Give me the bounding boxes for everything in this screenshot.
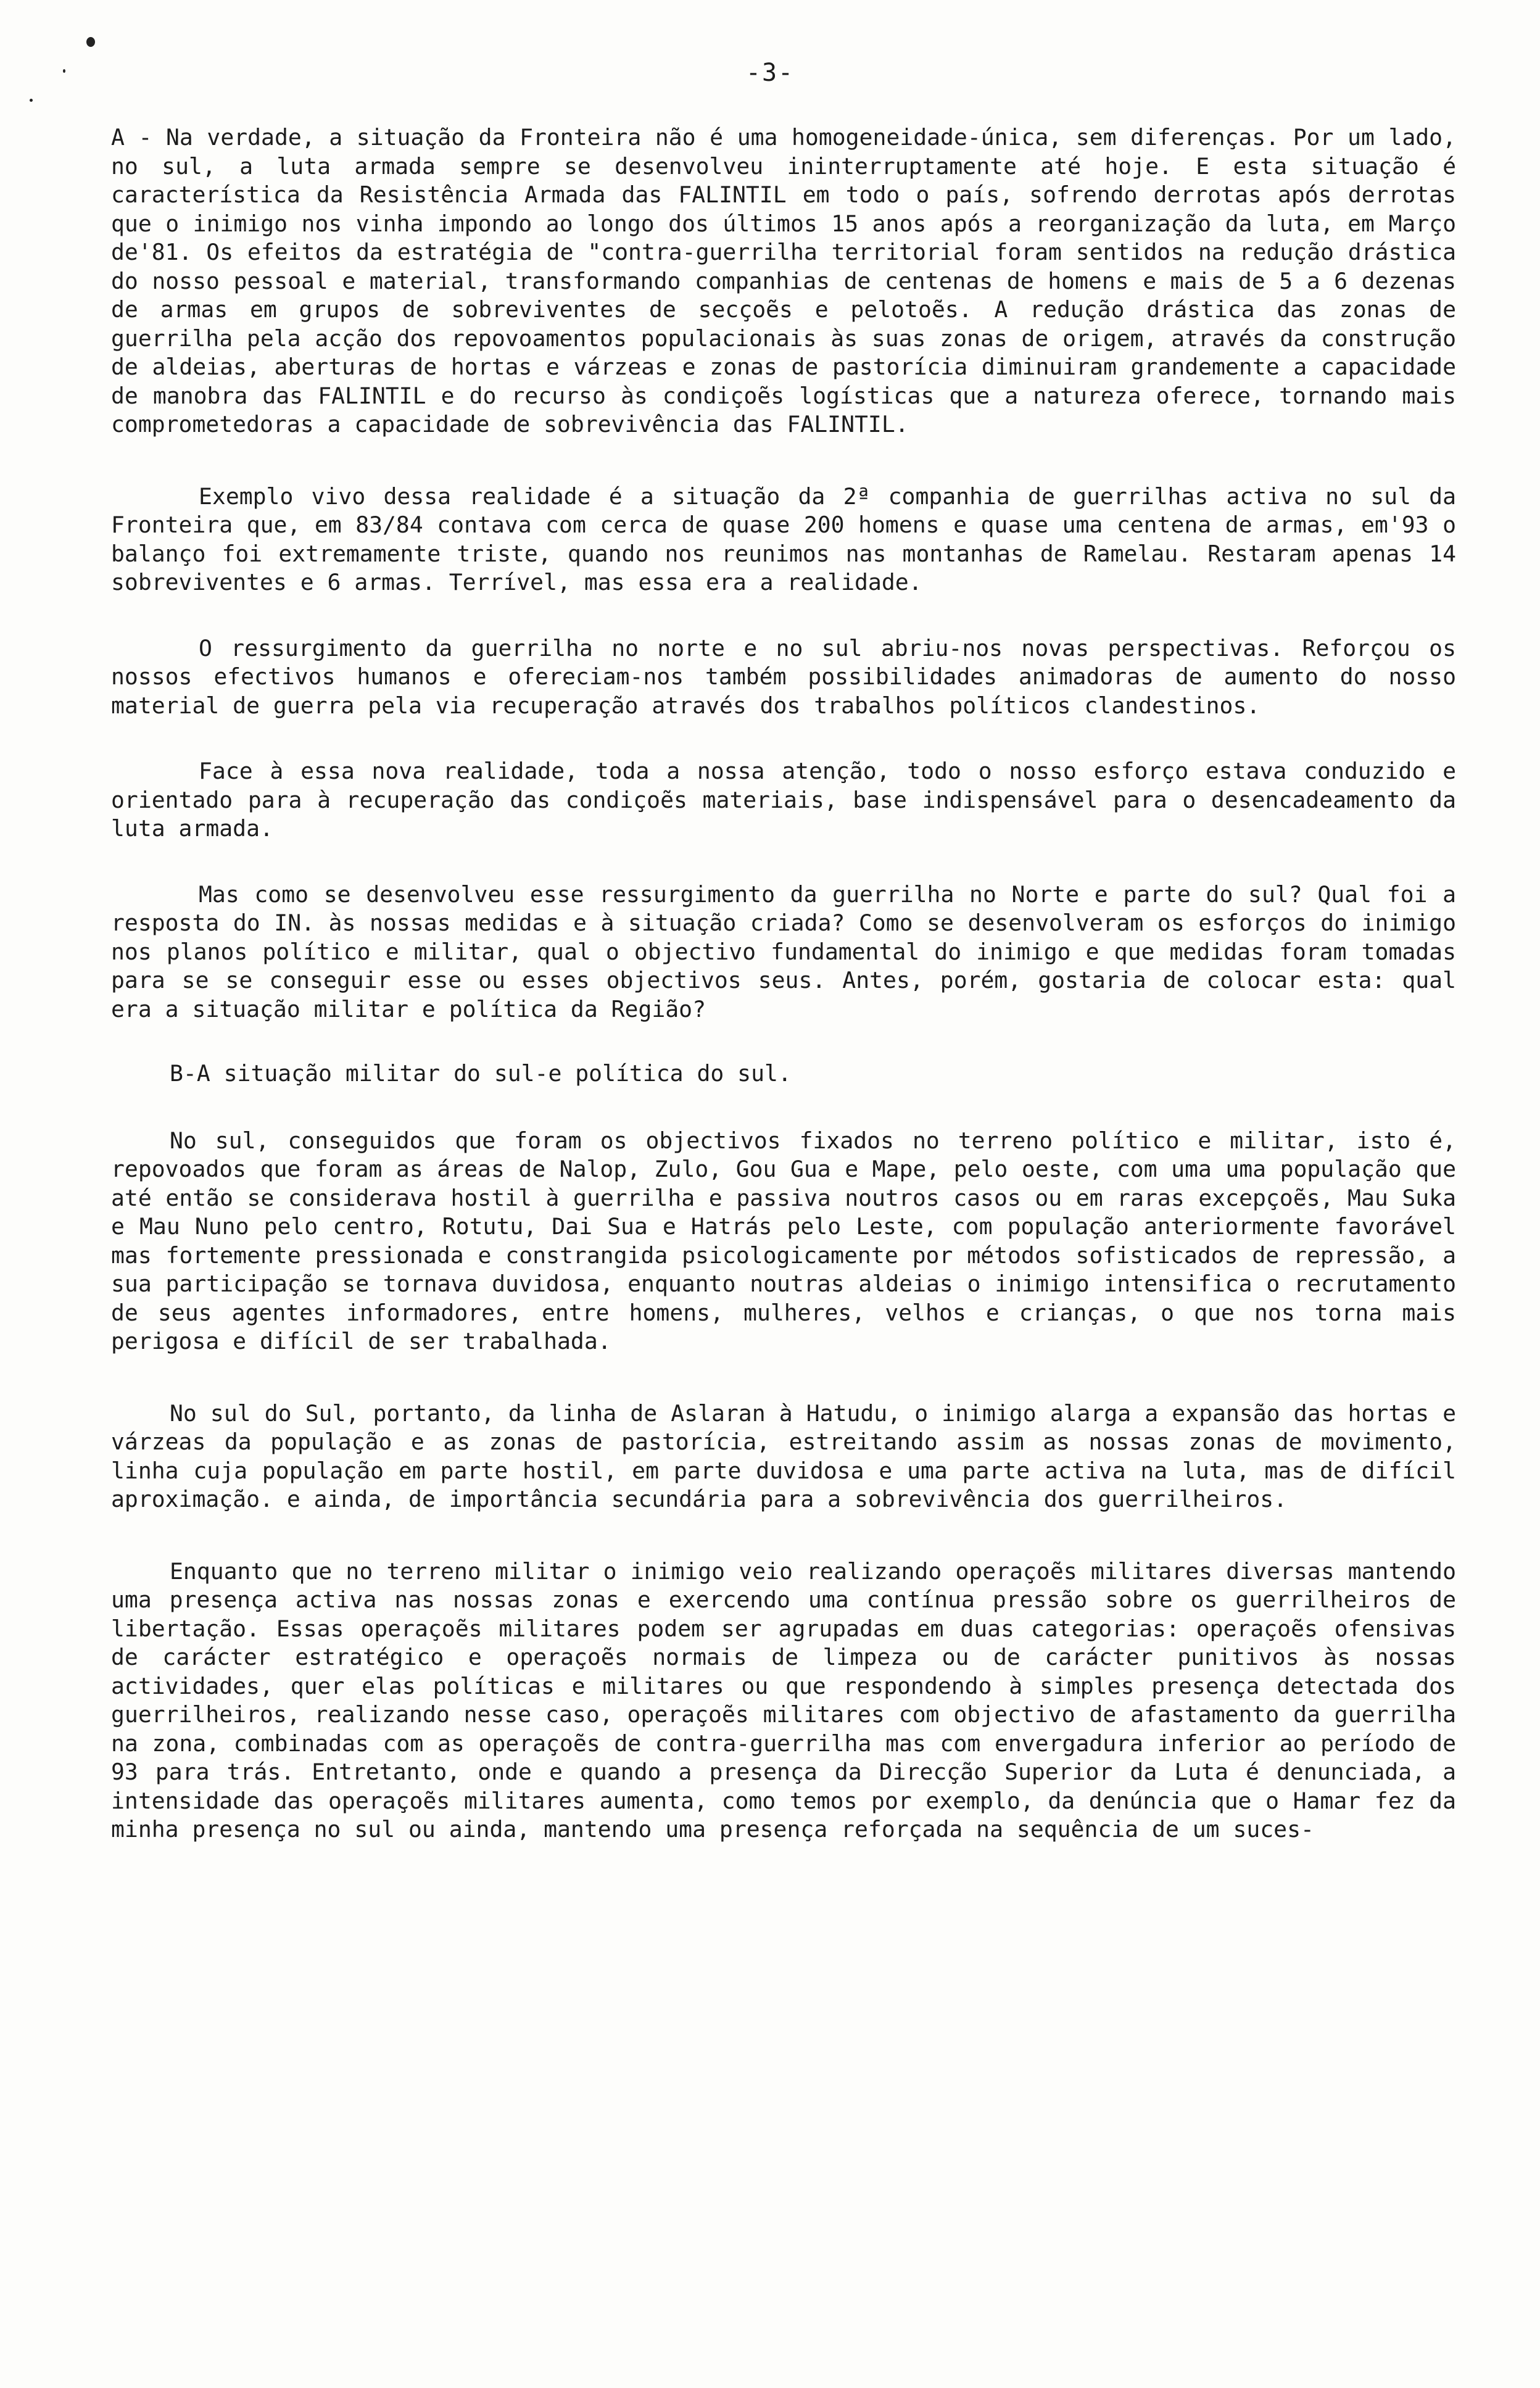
- paragraph-south-repopulation: No sul, conseguidos que foram os objectivos fixados no terreno político e militar, isto é, repovoados que foram as áreas de Nalop, Zulo, Gou Gua e Mape, pelo oeste, com uma uma população que até então se considerava hostil à guerrilha e passiva noutros casos ou em raras excepçoẽs, Mau Suka e Mau Nuno pelo centro, Rotutu, Dai Sua e Hatrás pelo Leste, com população anteriormente favorável mas fortemente pressionada e constrangida psicologicamente por métodos sofisticados de repressão, a sua participação se tornava duvidosa, enquanto noutras aldeias o inimigo intensifica o recrutamento de seus agentes informadores, entre homens, mulheres, velhos e crianças, o que nos torna mais perigosa e difícil de ser trabalhada.: [111, 1127, 1456, 1354]
- ink-speck: [30, 99, 33, 102]
- page-number: -3-: [745, 59, 795, 87]
- document-body: [111, 123, 1456, 1844]
- paragraph-military-operations: Enquanto que no terreno militar o inimigo veio realizando operaçoẽs militares diversas mantendo uma presença activa nas nossas zonas e exercendo uma contínua pressão sobre os guerrilheiros de libertação. Essas operaçoẽs militares podem ser agrupadas em duas categorias: operaçoẽs ofensivas de carácter estratégico e operaçoẽs normais de limpeza ou de carácter punitivos às nossas actividades, quer elas políticas e militares ou que respondendo à simples presença detectada dos guerrilheiros, realizando nesse caso, operaçoẽs militares com objectivo de afastamento da guerrilha na zona, combinadas com as operaçoẽs de contra-guerrilha mas com envergadura inferior ao período de 93 para trás. Entretanto, onde e quando a presença da Direcção Superior da Luta é denunciada, a intensidade das operaçoẽs militares aumenta, como temos por exemplo, da denúncia que o Hamar fez da minha presença no sul ou ainda, mantendo uma presença reforçada na sequência de um suces-: [111, 1557, 1456, 1843]
- paragraph-questions: Mas como se desenvolveu esse ressurgimento da guerrilha no Norte e parte do sul? Qual foi a resposta do IN. às nossas medidas e à situação criada? Como se desenvolveram os esforços do inimigo nos planos político e militar, qual o objectivo fundamental do inimigo e que medidas foram tomadas para se se conseguir esse ou esses objectivos seus. Antes, porém, gostaria de colocar esta: qual era a situação militar e política da Região?: [111, 881, 1456, 1022]
- paragraph-material-recovery: Face à essa nova realidade, toda a nossa atenção, todo o nosso esforço estava conduzido e orientado para à recuperação das condiçoẽs materiais, base indispensável para o desencadeamento da luta armada.: [111, 758, 1456, 842]
- ink-speck: [86, 37, 95, 47]
- paragraph-second-company-example: Exemplo vivo dessa realidade é a situação da 2ª companhia de guerrilhas activa no sul da Fronteira que, em 83/84 contava com cerca de quase 200 homens e quase uma centena de armas, em'93 o balanço foi extremamente triste, quando nos reunimos nas montanhas de Ramelau. Restaram apenas 14 sobreviventes e 6 armas. Terrível, mas essa era a realidade.: [111, 483, 1456, 595]
- paragraph-guerrilla-resurgence: O ressurgimento da guerrilha no norte e no sul abriu-nos novas perspectivas. Reforçou os nossos efectivos humanos e ofereciam-nos também possibilidades animadoras de aumento do nosso material de guerra pela via recuperação através dos trabalhos políticos clandestinos.: [111, 634, 1456, 719]
- paragraph-a-frontier-situation: A - Na verdade, a situação da Fronteira não é uma homogeneidade-única, sem diferenças. Por um lado, no sul, a luta armada sempre se desenvolveu ininterruptamente até hoje. E esta situação é característica da Resistência Armada das FALINTIL em todo o país, sofrendo derrotas após derrotas que o inimigo nos vinha impondo ao longo dos últimos 15 anos após a reorganização da luta, em Março de'81. Os efeitos da estratégia de "contra-guerrilha territorial foram sentidos na redução drástica do nosso pessoal e material, transformando companhias de centenas de homens e mais de 5 a 6 dezenas de armas em grupos de sobreviventes de secçoẽs e pelotoẽs. A redução drástica das zonas de guerrilha pela acção dos repovoamentos populacionais às suas zonas de origem, através da construção de aldeias, aberturas de hortas e várzeas e zonas de pastorícia diminuiram grandemente a capacidade de manobra das FALINTIL e do recurso às condiçoẽs logísticas que a natureza oferece, tornando mais comprometedoras a capacidade de sobrevivência das FALINTIL.: [111, 124, 1456, 437]
- paragraph-south-of-south: No sul do Sul, portanto, da linha de Aslaran à Hatudu, o inimigo alarga a expansão das hortas e várzeas da população e as zonas de pastorícia, estreitando assim as nossas zonas de movimento, linha cuja população em parte hostil, em parte duvidosa e uma parte activa na luta, mas de difícil aproximação. e ainda, de importância secundária para a sobrevivência dos guerrilheiros.: [111, 1399, 1456, 1512]
- section-heading-b: B-A situação militar do sul-e política do sul.: [170, 1060, 792, 1087]
